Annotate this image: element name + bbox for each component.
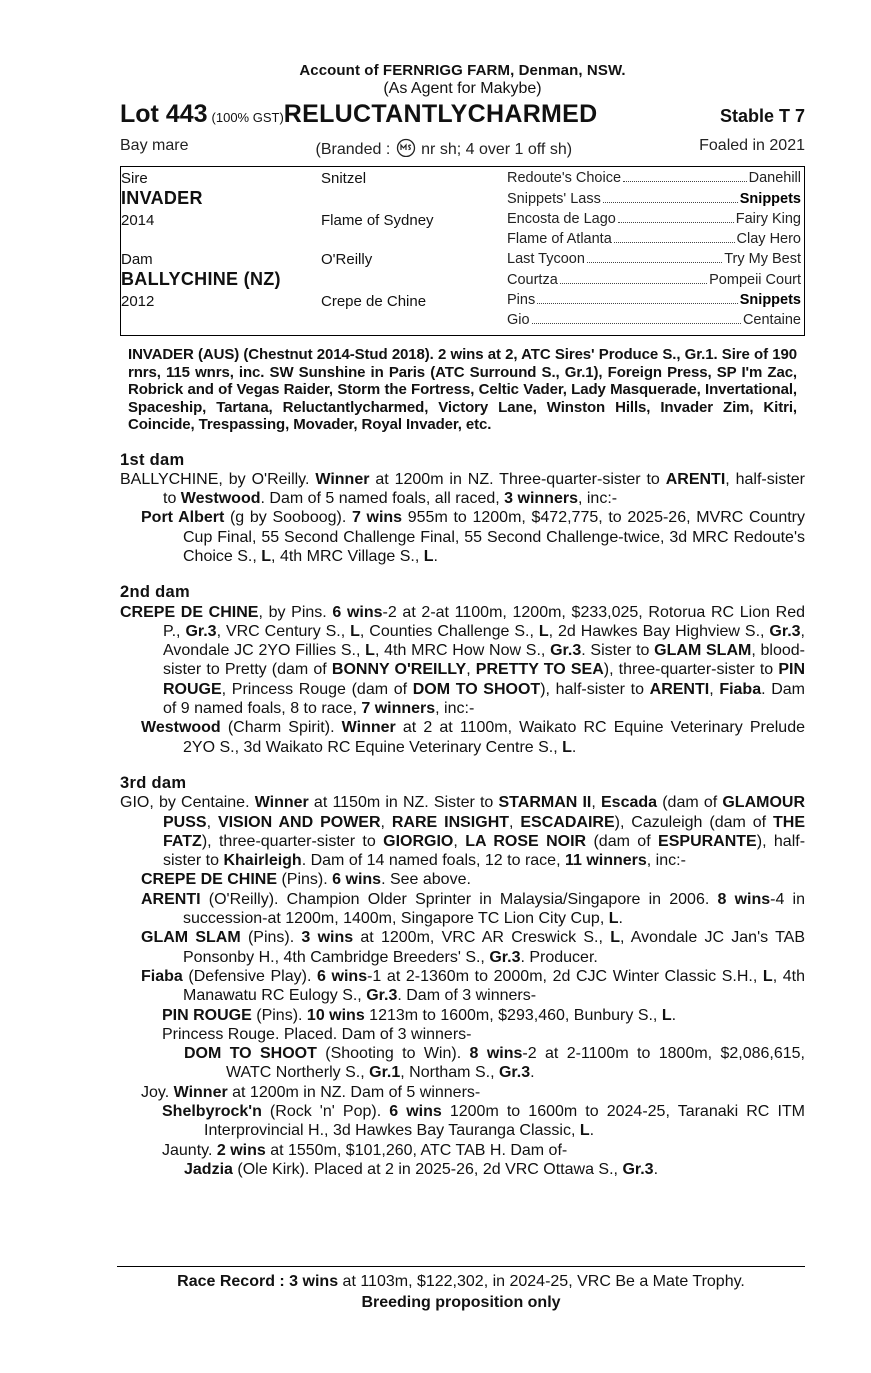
grandparent-sire: Snippets [739,191,801,207]
gst-note: (100% GST) [211,110,284,125]
dam-sections [120,451,805,1180]
bold-text: 6 wins [389,1103,442,1120]
plain-text: . Sister to [581,642,655,660]
pedigree-entry [120,793,805,870]
plain-text: , [709,680,720,698]
dot-leader [587,251,722,263]
pedigree-entry [120,603,805,719]
grandparent-sire: Danehill [748,170,801,186]
plain-text: , VRC Century S., [216,622,351,640]
plain-text: . Dam of 14 named foals, 12 to race, [301,852,565,870]
bold-text: VISION AND POWER [217,813,381,831]
plain-text: (g by Sooboog). [224,509,352,527]
plain-text: , [206,813,218,831]
plain-text: Princess Rouge. Placed. Dam of 3 winners- [162,1025,472,1043]
pedigree-grandparent-row [507,170,801,186]
pedigree-grandparent-row [507,231,801,247]
bold-text: Westwood [141,719,221,737]
bold-text: 6 wins [332,603,383,621]
race-record-text: at 1103m, $122,302, in 2024-25, VRC Be a Mate Trophy. [338,1273,745,1290]
plain-text: . [618,910,623,928]
breeding-note: Breeding proposition only [361,1294,561,1311]
plain-text: . See above. [381,871,471,889]
bold-text: BONNY O'REILLY [331,661,467,679]
bold-text: PIN ROUGE [162,1006,252,1024]
plain-text: . Producer. [520,948,598,966]
pedigree-grandparent-row [507,272,801,288]
plain-text: , 2d Hawkes Bay Highview S., [548,622,770,640]
bold-text: L [762,967,773,985]
pedigree-entry [120,508,805,566]
grandparent-name: Snippets' Lass [507,191,601,207]
plain-text: , Avondale JC 2YO Fillies S., [163,622,805,660]
bold-text: ESCADAIRE [520,813,615,831]
bold-text: 7 wins [351,509,403,527]
catalogue-page [120,62,805,1179]
bold-text: RARE INSIGHT [391,813,510,831]
bold-text: DOM TO SHOOT [412,680,541,698]
plain-text: (Ole Kirk). Placed at 2 in 2025-26, 2d VRC Ottawa S., [232,1160,623,1178]
bold-text: L [350,622,360,640]
dam-section [120,774,805,1179]
bold-text: Khairleigh [223,852,302,870]
bold-text: LA ROSE NOIR [465,832,587,850]
plain-text: . [671,1006,677,1024]
sire-dam: Flame of Sydney [321,212,434,229]
bold-text: Fiaba [719,680,762,698]
plain-text: . [653,1160,659,1178]
dam-section [120,451,805,567]
pedigree-table [120,166,805,336]
bold-text: L [608,910,619,928]
bold-text: Winner [315,470,370,488]
bold-text: Winner [173,1083,228,1101]
lot-line [120,100,805,129]
grandparent-name: Courtza [507,272,558,288]
bold-text: L [261,547,272,565]
plain-text: at 1550m, $101,260, ATC TAB H. Dam of- [265,1141,568,1159]
pedigree-entry [120,1025,805,1044]
dam-sire: O'Reilly [321,251,373,268]
dot-leader [537,292,738,304]
bold-text: 3 winners [504,490,578,508]
dam-section [120,583,805,757]
plain-text: ), half-sister to [540,680,650,698]
plain-text: . Dam of 3 winners- [397,987,537,1005]
race-record-label: Race Record : 3 wins [177,1273,339,1290]
bold-text: Gr.3 [185,622,217,640]
plain-text: ), three-quarter-sister to [201,832,384,850]
dot-leader [603,191,738,203]
plain-text: , [453,832,466,850]
plain-text: (O'Reilly). Champion Older Sprinter in Malaysia/Singapore in 2006. [200,890,718,908]
account-line: Account of FERNRIGG FARM, Denman, NSW. [299,62,626,79]
bold-text: DOM TO SHOOT [184,1045,317,1063]
bold-text: Gr.1 [369,1064,401,1082]
brand-info [316,137,573,159]
plain-text: 955m to 1200m, $472,775, to 2025-26, MVRC Country Cup Final, 55 Second Challenge Final, 55 Second Challenge-twice, 3d MRC Redoute's Choice S., [183,509,806,565]
bold-text: Shelbyrock'n [162,1103,262,1120]
plain-text: , by Pins. [258,603,333,621]
bold-text: 11 winners [564,852,647,870]
plain-text: , 4th Manawatu RC Eulogy S., [183,967,806,1005]
grandparent-sire: Fairy King [735,211,801,227]
bold-text: Westwood [180,490,261,508]
bold-text: 8 wins [717,890,771,908]
lot-number: Lot 443 [120,100,208,128]
pedigree-entry [120,1141,805,1160]
plain-text: ), half-sister to [163,832,806,870]
plain-text: (Rock 'n' Pop). [261,1103,390,1120]
plain-text: . [433,547,438,565]
bold-text: ARENTI [141,890,201,908]
plain-text: ), three-quarter-sister to [603,661,779,679]
pedigree-grandparent-row [507,312,801,328]
dam-dam: Crepe de Chine [321,293,427,310]
plain-text: , inc:- [435,700,475,718]
plain-text: (Pins). [277,871,333,889]
pedigree-grandparent-row [507,292,801,308]
plain-text: BALLYCHINE, by O'Reilly. [120,470,316,488]
plain-text: , half-sister to [163,470,805,508]
plain-text: (Defensive Play). [182,967,318,985]
bold-text: PIN ROUGE [163,661,806,698]
pedigree-entry [120,1160,805,1179]
bold-text: CREPE DE CHINE [120,603,259,621]
plain-text: , [380,813,392,831]
bold-text: 8 wins [469,1045,523,1063]
dot-leader [532,312,741,324]
bold-text: Gr.3 [550,642,582,660]
bold-text: 6 wins [332,871,382,889]
bold-text: GIORGIO [383,832,454,850]
plain-text: , inc:- [646,852,686,870]
bold-text: 7 winners [361,700,436,718]
bold-text: L [538,622,549,640]
plain-text: (dam of [657,794,723,812]
plain-text: , Avondale JC Jan's TAB Ponsonby H., 4th Cambridge Breeders' S., [183,929,806,966]
bold-text: ARENTI [649,680,710,698]
plain-text: , blood-sister to Pretty (dam of [163,642,806,679]
bold-text: GLAM SLAM [654,642,752,660]
agent-line: (As Agent for Makybe) [383,80,542,97]
bold-text: Port Albert [141,509,225,527]
grandparent-name: Flame of Atlanta [507,231,612,247]
dam-label: Dam [121,251,153,268]
sire-name: INVADER [121,188,203,208]
plain-text: (Charm Spirit). [220,719,342,737]
pedigree-entry [120,470,805,509]
plain-text: 1213m to 1600m, $293,460, Bunbury S., [364,1006,662,1024]
plain-text: . [589,1122,595,1140]
plain-text: . Dam of 5 named foals, all raced, [260,490,505,508]
bold-text: Winner [254,794,309,812]
plain-text: Jaunty. [162,1141,217,1159]
bold-text: L [562,738,572,756]
grandparent-sire: Try My Best [724,251,801,267]
plain-text: . Dam of 9 named foals, 8 to race, [163,680,805,718]
dam-name: BALLYCHINE (NZ) [121,269,281,289]
bold-text: Gr.3 [498,1064,531,1082]
bold-text: 3 wins [301,929,354,947]
pedigree-entry [120,890,805,929]
bold-text: STARMAN II [498,794,592,812]
bold-text: 6 wins [317,967,368,985]
bold-text: Gr.3 [366,987,398,1005]
plain-text: at 1150m in NZ. Sister to [308,794,499,812]
foaled-year: Foaled in 2021 [699,137,805,154]
bold-text: 10 wins [306,1006,365,1024]
bold-text: GLAM SLAM [141,929,241,947]
grandparent-sire: Clay Hero [736,231,801,247]
dot-leader [618,211,734,223]
plain-text: , Counties Challenge S., [359,622,539,640]
bold-text: CREPE DE CHINE [141,871,278,889]
pedigree-entry [120,1006,805,1025]
sire-label: Sire [121,170,148,187]
pedigree-entry [120,1044,805,1083]
bold-text: 2 wins [216,1141,266,1159]
grandparent-name: Encosta de Lago [507,211,616,227]
plain-text: , inc:- [577,490,618,508]
bold-text: THE FATZ [163,813,805,850]
plain-text: 1200m to 1600m to 2024-25, Taranaki RC ITM Interprovincial H., 3d Hawkes Bay Tauranga Classic, [204,1103,805,1140]
dam-heading: 1st dam [120,450,185,469]
plain-text: at 2 at 1100m, Waikato RC Equine Veterinary Prelude 2YO S., 3d Waikato RC Equine Veterinary Centre S., [183,719,805,756]
pedigree-grandparent-row [507,211,801,227]
bold-text: PRETTY TO SEA [475,661,604,679]
bold-text: ESPURANTE [658,832,757,850]
plain-text: ), Cazuleigh (dam of [614,813,773,831]
grandparent-sire: Centaine [742,312,801,328]
horse-name: RELUCTANTLYCHARMED [283,100,598,128]
bold-text: L [365,642,375,660]
horse-info-line [120,137,805,159]
plain-text: -1 at 2-1360m to 2000m, 2d CJC Winter Classic S.H., [367,967,763,985]
plain-text: at 1200m in NZ. Dam of 5 winners- [227,1083,481,1101]
plain-text: , [509,813,521,831]
plain-text: (Pins). [240,929,302,947]
plain-text: -2 at 2-at 1100m, 1200m, $233,025, Rotorua RC Lion Red P., [163,603,806,640]
dam-heading: 3rd dam [120,773,187,792]
plain-text: . [530,1064,535,1082]
plain-text: , [591,794,601,812]
bold-text: L [423,547,434,565]
brand-suffix: nr sh; 4 over 1 off sh) [416,141,573,158]
bold-text: Gr.3 [622,1160,654,1178]
plain-text: , Northam S., [400,1064,499,1082]
bold-text: L [579,1122,590,1140]
dot-leader [623,170,747,182]
plain-text: (dam of [586,832,659,850]
bold-text: Gr.3 [489,948,521,966]
brand-mark-icon [395,137,417,157]
bold-text: ARENTI [665,470,726,488]
plain-text: . [571,738,577,756]
plain-text: at 1200m, VRC AR Creswick S., [353,929,611,947]
pedigree-grandparent-row [507,191,801,207]
grandparent-sire: Pompeii Court [709,272,801,288]
bold-text: Escada [601,794,658,812]
dam-year: 2012 [121,293,155,310]
bold-text: GLAMOUR PUSS [163,794,806,831]
plain-text: , Princess Rouge (dam of [221,680,413,698]
bold-text: Fiaba [141,967,183,985]
dot-leader [614,231,735,243]
pedigree-entry [120,718,805,757]
dot-leader [560,272,707,284]
grandparent-name: Last Tycoon [507,251,585,267]
grandparent-name: Pins [507,292,536,308]
bold-text: Gr.3 [769,622,801,640]
race-record [117,1271,805,1292]
pedigree-grandparent-row [507,251,801,267]
pedigree-entry [120,928,805,967]
plain-text: , [466,661,476,679]
grandparent-name: Gio [507,312,530,328]
pedigree-entry [120,870,805,889]
plain-text: GIO, by Centaine. [120,794,255,812]
sire-summary: INVADER (AUS) (Chestnut 2014-Stud 2018). 2 wins at 2, ATC Sires' Produce S., Gr.1. Sire of 190 rnrs, 115 wnrs, inc. SW Sunshine in Paris (ATC Surround S., Gr.1), Foreign Press, SP I'm Zac, Robrick and of Vegas Raider, Storm the Fortress, Celtic Vader, Lady Masquerade, Invertational, Spaceship, Tartana, Reluctantlycharmed, Victory Lane, Winston Hills, Invader Zim, Kitri, Coincide, Trespassing, Movader, Royal Invader, etc. [128,346,797,433]
plain-text: at 1200m in NZ. Three-quarter-sister to [369,470,666,488]
plain-text: -2 at 2-1100m to 1800m, $2,086,615, WATC Northerly S., [226,1045,806,1082]
grandparent-sire: Snippets [739,292,801,308]
plain-text: , 4th MRC How Now S., [374,642,551,660]
stable-number: Stable T 7 [719,106,805,126]
plain-text: Joy. [141,1083,174,1101]
grandparent-name: Redoute's Choice [507,170,622,186]
plain-text: , 4th MRC Village S., [271,547,424,565]
dam-heading: 2nd dam [120,583,190,602]
footer [117,1266,805,1313]
pedigree-entry [120,967,805,1006]
plain-text: -4 in succession-at 1200m, 1400m, Singapore TC Lion City Cup, [183,890,806,928]
bold-text: Winner [341,719,396,737]
horse-description: Bay mare [120,137,189,154]
bold-text: L [661,1006,672,1024]
plain-text: (Pins). [251,1006,307,1024]
sire-year: 2014 [121,212,155,229]
pedigree-entry [120,1083,805,1102]
pedigree-entry [120,1102,805,1141]
brand-prefix: (Branded : [315,141,395,158]
plain-text: (Shooting to Win). [316,1045,470,1063]
sire-sire: Snitzel [321,170,367,187]
bold-text: L [610,929,620,947]
bold-text: Jadzia [184,1160,233,1178]
